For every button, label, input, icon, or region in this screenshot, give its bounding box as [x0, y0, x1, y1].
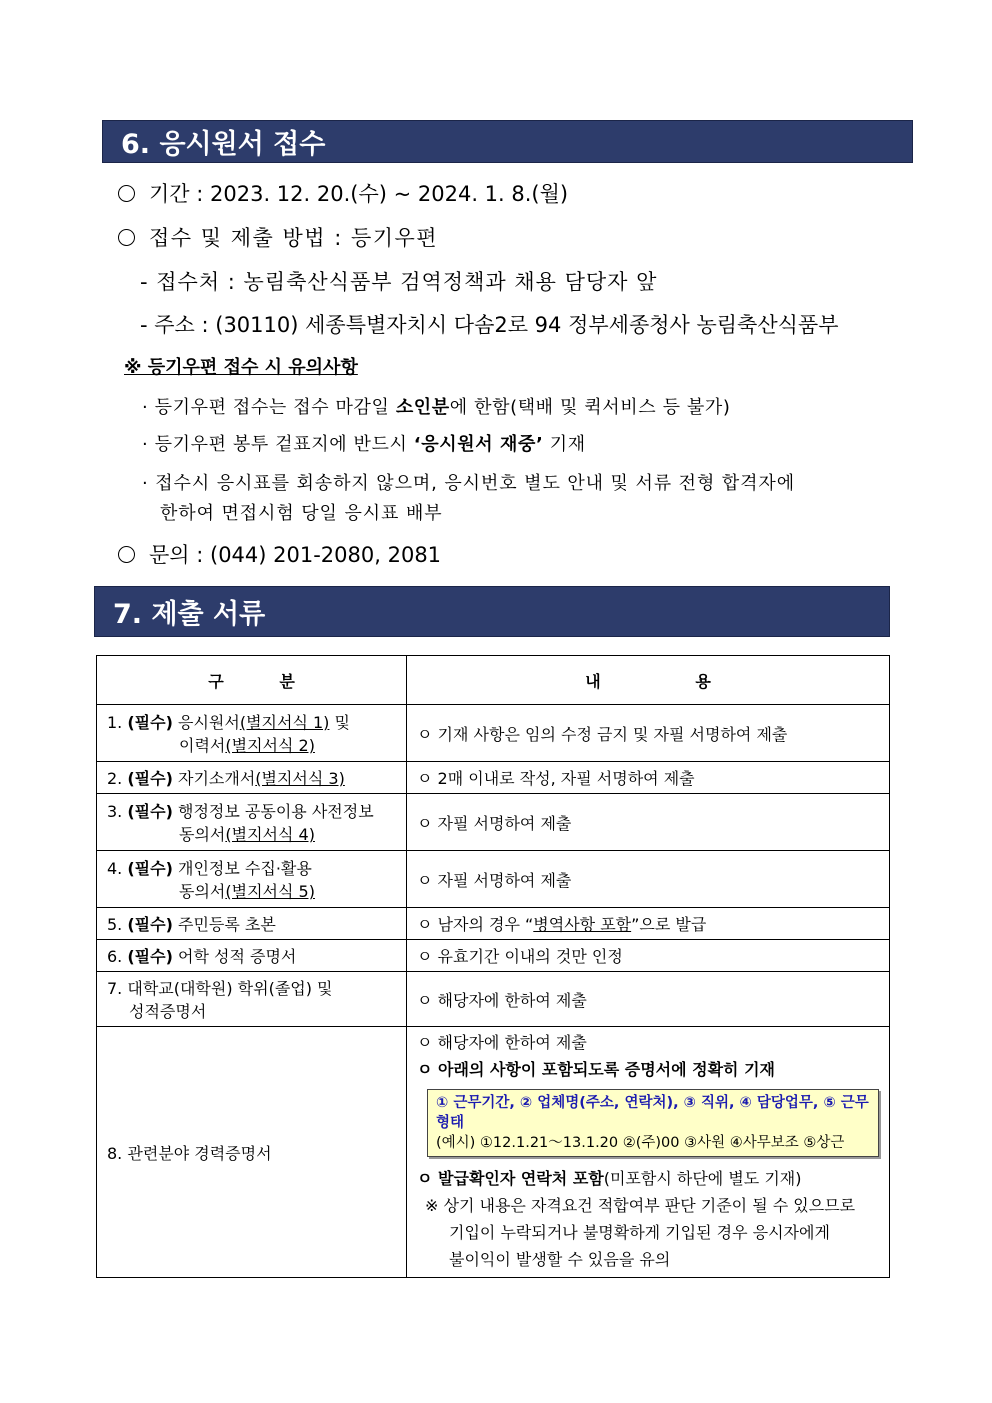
circle-bullet-icon	[118, 185, 135, 202]
contact-item	[118, 539, 441, 569]
row-label: 7. 대학교(대학원) 학위(졸업) 및 성적증명서	[97, 972, 407, 1027]
circle-bullet-icon	[118, 229, 135, 246]
period-text: 기간 : 2023. 12. 20.(수) ~ 2024. 1. 8.(월)	[149, 182, 569, 206]
header-content: 내 용	[407, 656, 890, 705]
row-content: ㅇ 자필 서명하여 제출	[407, 851, 890, 908]
row-label: 5. (필수) 주민등록 초본	[97, 908, 407, 940]
table-row	[97, 851, 890, 908]
table-row	[97, 794, 890, 851]
row-label: 8. 관련분야 경력증명서	[97, 1027, 407, 1278]
recipient-item: - 접수처 : 농림축산식품부 검역정책과 채용 담당자 앞	[140, 270, 658, 294]
row-content: ㅇ 해당자에 한하여 제출	[407, 972, 890, 1027]
section7-header	[94, 586, 890, 637]
table-row	[97, 940, 890, 972]
section7-title: 7. 제출 서류	[113, 599, 266, 630]
table-row	[97, 908, 890, 940]
note-item-cont: 한하여 면접시험 당일 응시표 배부	[160, 503, 443, 524]
row8-line: ㅇ 발급확인자 연락처 포함(미포함시 하단에 별도 기재)	[417, 1169, 802, 1188]
row-content: ㅇ 유효기간 이내의 것만 인정	[407, 940, 890, 972]
example-box-sample: (예시) ①12.1.21～13.1.20 ②(주)00 ③사원 ④사무보조 ⑤상근	[436, 1135, 845, 1151]
method-text: 접수 및 제출 방법 : 등기우편	[149, 226, 439, 250]
row-label: 6. (필수) 어학 성적 증명서	[97, 940, 407, 972]
table-row	[97, 1027, 890, 1278]
row8-line: ㅇ 아래의 사항이 포함되도록 증명서에 정확히 기재	[417, 1060, 775, 1079]
address-item: - 주소 : (30110) 세종특별자치시 다솜2로 94 정부세종청사 농림축산식품부	[140, 313, 839, 337]
notice-title: ※ 등기우편 접수 시 유의사항	[124, 357, 358, 378]
section6-header	[102, 120, 913, 163]
row8-line: 불이익이 발생할 수 있음을 유의	[449, 1250, 671, 1269]
row-label: 2. (필수) 자기소개서(별지서식 3)	[97, 762, 407, 794]
section6-title: 6. 응시원서 접수	[121, 129, 326, 160]
documents-table	[96, 655, 890, 1278]
row-content	[407, 1027, 890, 1278]
contact-text: 문의 : (044) 201-2080, 2081	[149, 543, 442, 567]
example-box-fields: ① 근무기간, ② 업체명(주소, 연락처), ③ 직위, ④ 담당업무, ⑤ 근무형태	[436, 1095, 869, 1131]
row-content: ㅇ 남자의 경우 “병역사항 포함”으로 발급	[407, 908, 890, 940]
row-label: 1. (필수) 응시원서(별지서식 1) 및 이력서(별지서식 2)	[97, 705, 407, 762]
note-item: · 등기우편 봉투 겉표지에 반드시 ‘응시원서 재중’ 기재	[142, 434, 586, 455]
table-row	[97, 972, 890, 1027]
header-category: 구 분	[97, 656, 407, 705]
circle-bullet-icon	[118, 546, 135, 563]
note-item: · 접수시 응시표를 회송하지 않으며, 응시번호 별도 안내 및 서류 전형 합격자에	[142, 473, 796, 494]
method-item	[118, 222, 438, 252]
row-content: ㅇ 2매 이내로 작성, 자필 서명하여 제출	[407, 762, 890, 794]
note-item: · 등기우편 접수는 접수 마감일 소인분에 한함(택배 및 퀵서비스 등 불가)	[142, 397, 731, 418]
row8-line: 기입이 누락되거나 불명확하게 기입된 경우 응시자에게	[449, 1223, 830, 1242]
row8-line: ㅇ 해당자에 한하여 제출	[417, 1033, 587, 1052]
example-box	[427, 1089, 879, 1157]
table-row	[97, 762, 890, 794]
row8-line: ※ 상기 내용은 자격요건 적합여부 판단 기준이 될 수 있으므로	[425, 1196, 856, 1215]
period-item	[118, 178, 568, 208]
table-row	[97, 705, 890, 762]
row-content: ㅇ 기재 사항은 임의 수정 금지 및 자필 서명하여 제출	[407, 705, 890, 762]
table-header-row	[97, 656, 890, 705]
row-label: 4. (필수) 개인정보 수집·활용 동의서(별지서식 5)	[97, 851, 407, 908]
row-content: ㅇ 자필 서명하여 제출	[407, 794, 890, 851]
row-label: 3. (필수) 행정정보 공동이용 사전정보 동의서(별지서식 4)	[97, 794, 407, 851]
